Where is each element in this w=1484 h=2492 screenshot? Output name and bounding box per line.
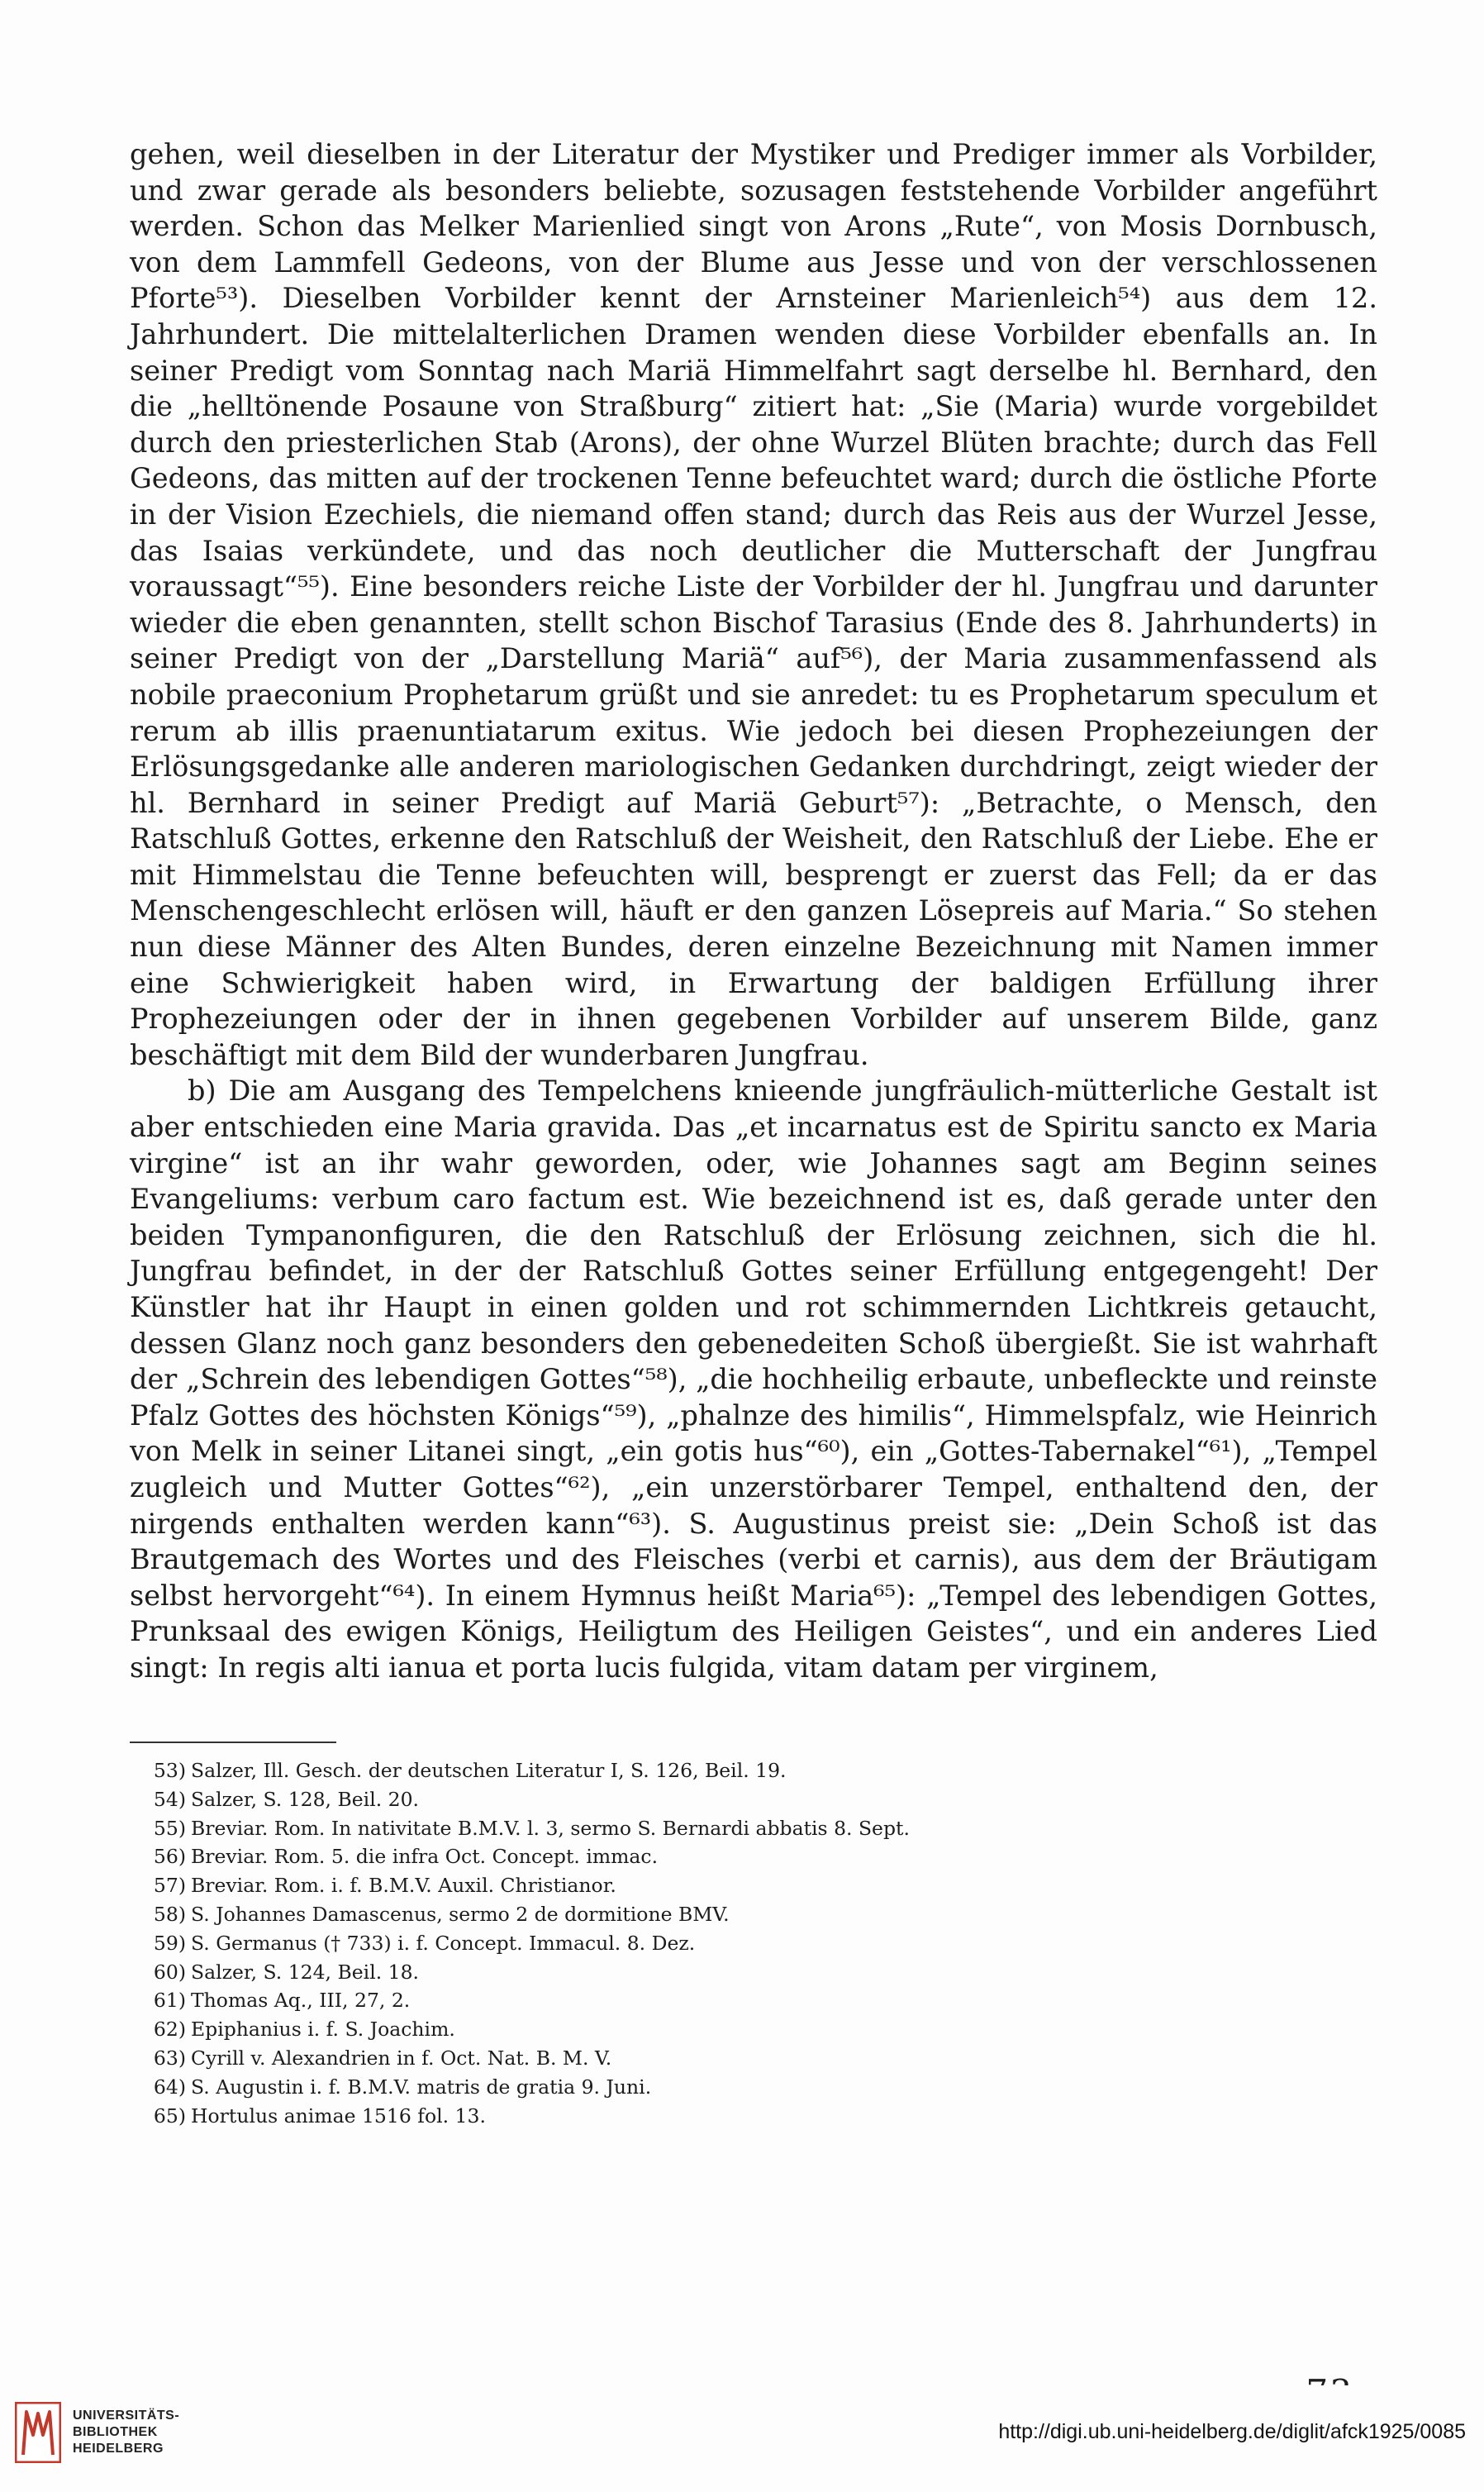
footnote: 58) S. Johannes Damascenus, sermo 2 de dormitione BMV. — [153, 1902, 730, 1926]
paragraph-1: gehen, weil dieselben in der Literatur der Mystiker und Prediger immer als Vorbilder, und zwar gerade als besonders beliebte, sozusagen feststehende Vorbilder angeführt werden. Schon das Melker Marienlied singt von Arons „Rute“, von Mosis Dornbusch, von dem Lammfell Gedeons, von der Blume aus Jesse und von der verschlossenen Pforte⁵³). Dieselben Vorbilder kennt der Arnsteiner Marienleich⁵⁴) aus dem 12. Jahrhundert. Die mittelalterlichen Dramen wenden diese Vorbilder ebenfalls an. In seiner Predigt vom Sonntag nach Mariä Himmelfahrt sagt derselbe hl. Bernhard, den die „helltönende Posaune von Straßburg“ zitiert hat: „Sie (Maria) wurde vorgebildet durch den priesterlichen Stab (Arons), der ohne Wurzel Blüten brachte; durch das Fell Gedeons, das mitten auf der trockenen Tenne befeuchtet ward; durch die östliche Pforte in der Vision Ezechiels, die niemand offen stand; durch das Reis aus der Wurzel Jesse, das Isaias verkündete, und das noch deutlicher die Mutterschaft der Jungfrau voraussagt“⁵⁵). Eine besonders reiche Liste der Vorbilder der hl. Jungfrau und darunter wieder die eben genannten, stellt schon Bischof Tarasius (Ende des 8. Jahrhunderts) in seiner Predigt von der „Darstellung Mariä“ auf⁵⁶), der Maria zusammenfassend als nobile praeconium Prophetarum grüßt und sie anredet: tu es Prophetarum speculum et rerum ab illis praenuntiatarum exitus. Wie jedoch bei diesen Prophezeiungen der Erlösungsgedanke alle anderen mariologischen Gedanken durchdringt, zeigt wieder der hl. Bernhard in seiner Predigt auf Mariä Geburt⁵⁷): „Betrachte, o Mensch, den Ratschluß Gottes, erkenne den Ratschluß der Weisheit, den Ratschluß der Liebe. Ehe er mit Himmelstau die Tenne befeuchten will, besprengt er zuerst das Fell; da er das Menschengeschlecht erlösen will, häuft er den ganzen Lösepreis auf Maria.“ So stehen nun diese Männer des Alten Bundes, deren einzelne Bezeichnung mit Namen immer eine Schwierigkeit haben wird, in Erwartung der baldigen Erfüllung ihrer Prophezeiungen oder der in ihnen gegebenen Vorbilder auf unserem Bilde, ganz beschäftigt mit dem Bild der wunderbaren Jungfrau. — [130, 138, 1377, 1071]
footnote: 65) Hortulus animae 1516 fol. 13. — [153, 2104, 486, 2127]
permalink-url[interactable]: http://digi.ub.uni-heidelberg.de/diglit/afck1925/0085 — [998, 2420, 1466, 2443]
footnote: 57) Breviar. Rom. i. f. B.M.V. Auxil. Christianor. — [153, 1874, 616, 1898]
university-seal-icon — [15, 2402, 61, 2463]
footnote: 56) Breviar. Rom. 5. die infra Oct. Concept. immac. — [153, 1845, 659, 1869]
footnote: 55) Breviar. Rom. In nativitate B.M.V. l. 3, sermo S. Bernardi abbatis 8. Sept. — [153, 1816, 910, 1840]
footnote: 61) Thomas Aq., III, 27, 2. — [153, 1989, 411, 2013]
footnote-divider — [130, 1742, 336, 1743]
paragraph-2: b) Die am Ausgang des Tempelchens knieende jungfräulich-mütterliche Gestalt ist aber entschieden eine Maria gravida. Das „et incarnatus est de Spiritu sancto ex Maria virgine“ ist an ihr wahr geworden, oder, wie Johannes sagt am Beginn seines Evangeliums: verbum caro factum est. Wie bezeichnend ist es, daß gerade unter den beiden Tympanonfiguren, die den Ratschluß der Erlösung zeichnen, sich die hl. Jungfrau befindet, in der der Ratschluß Gottes seiner Erfüllung entgegengeht! Der Künstler hat ihr Haupt in einen golden und rot schimmernden Lichtkreis getaucht, dessen Glanz noch ganz besonders den gebenedeiten Schoß übergießt. Sie ist wahrhaft der „Schrein des lebendigen Gottes“⁵⁸), „die hochheilig erbaute, unbefleckte und reinste Pfalz Gottes des höchsten Königs“⁵⁹), „phalnze des himilis“, Himmelspfalz, wie Heinrich von Melk in seiner Litanei singt, „ein gotis hus“⁶⁰), ein „Gottes-Tabernakel“⁶¹), „Tempel zugleich und Mutter Gottes“⁶²), „ein unzerstörbarer Tempel, enthaltend den, der nirgends enthalten werden kann“⁶³). S. Augustinus preist sie: „Dein Schoß ist das Brautgemach des Wortes und des Fleisches (verbi et carnis), aus dem der Bräutigam selbst hervorgeht“⁶⁴). In einem Hymnus heißt Maria⁶⁵): „Tempel des lebendigen Gottes, Prunksaal des ewigen Königs, Heiligtum des Heiligen Geistes“, und ein anderes Lied singt: In regis alti ianua et porta lucis fulgida, vitam datam per virginem, — [130, 1074, 1377, 1684]
library-logo[interactable] — [15, 2402, 179, 2463]
footnote: 60) Salzer, S. 124, Beil. 18. — [153, 1960, 420, 1984]
footnote: 59) S. Germanus († 733) i. f. Concept. Immacul. 8. Dez. — [153, 1931, 696, 1955]
footnote: 64) S. Augustin i. f. B.M.V. matris de gratia 9. Juni. — [153, 2075, 652, 2099]
footnote: 54) Salzer, S. 128, Beil. 20. — [153, 1787, 420, 1811]
footnote: 63) Cyrill v. Alexandrien in f. Oct. Nat. B. M. V. — [153, 2046, 612, 2070]
library-name: UNIVERSITÄTS- BIBLIOTHEK HEIDELBERG — [73, 2409, 180, 2456]
footnote: 62) Epiphanius i. f. S. Joachim. — [153, 2018, 455, 2042]
footnotes — [136, 1756, 1359, 2130]
footnote: 53) Salzer, Ill. Gesch. der deutschen Literatur I, S. 126, Beil. 19. — [153, 1759, 787, 1782]
page-body — [130, 136, 1377, 1686]
